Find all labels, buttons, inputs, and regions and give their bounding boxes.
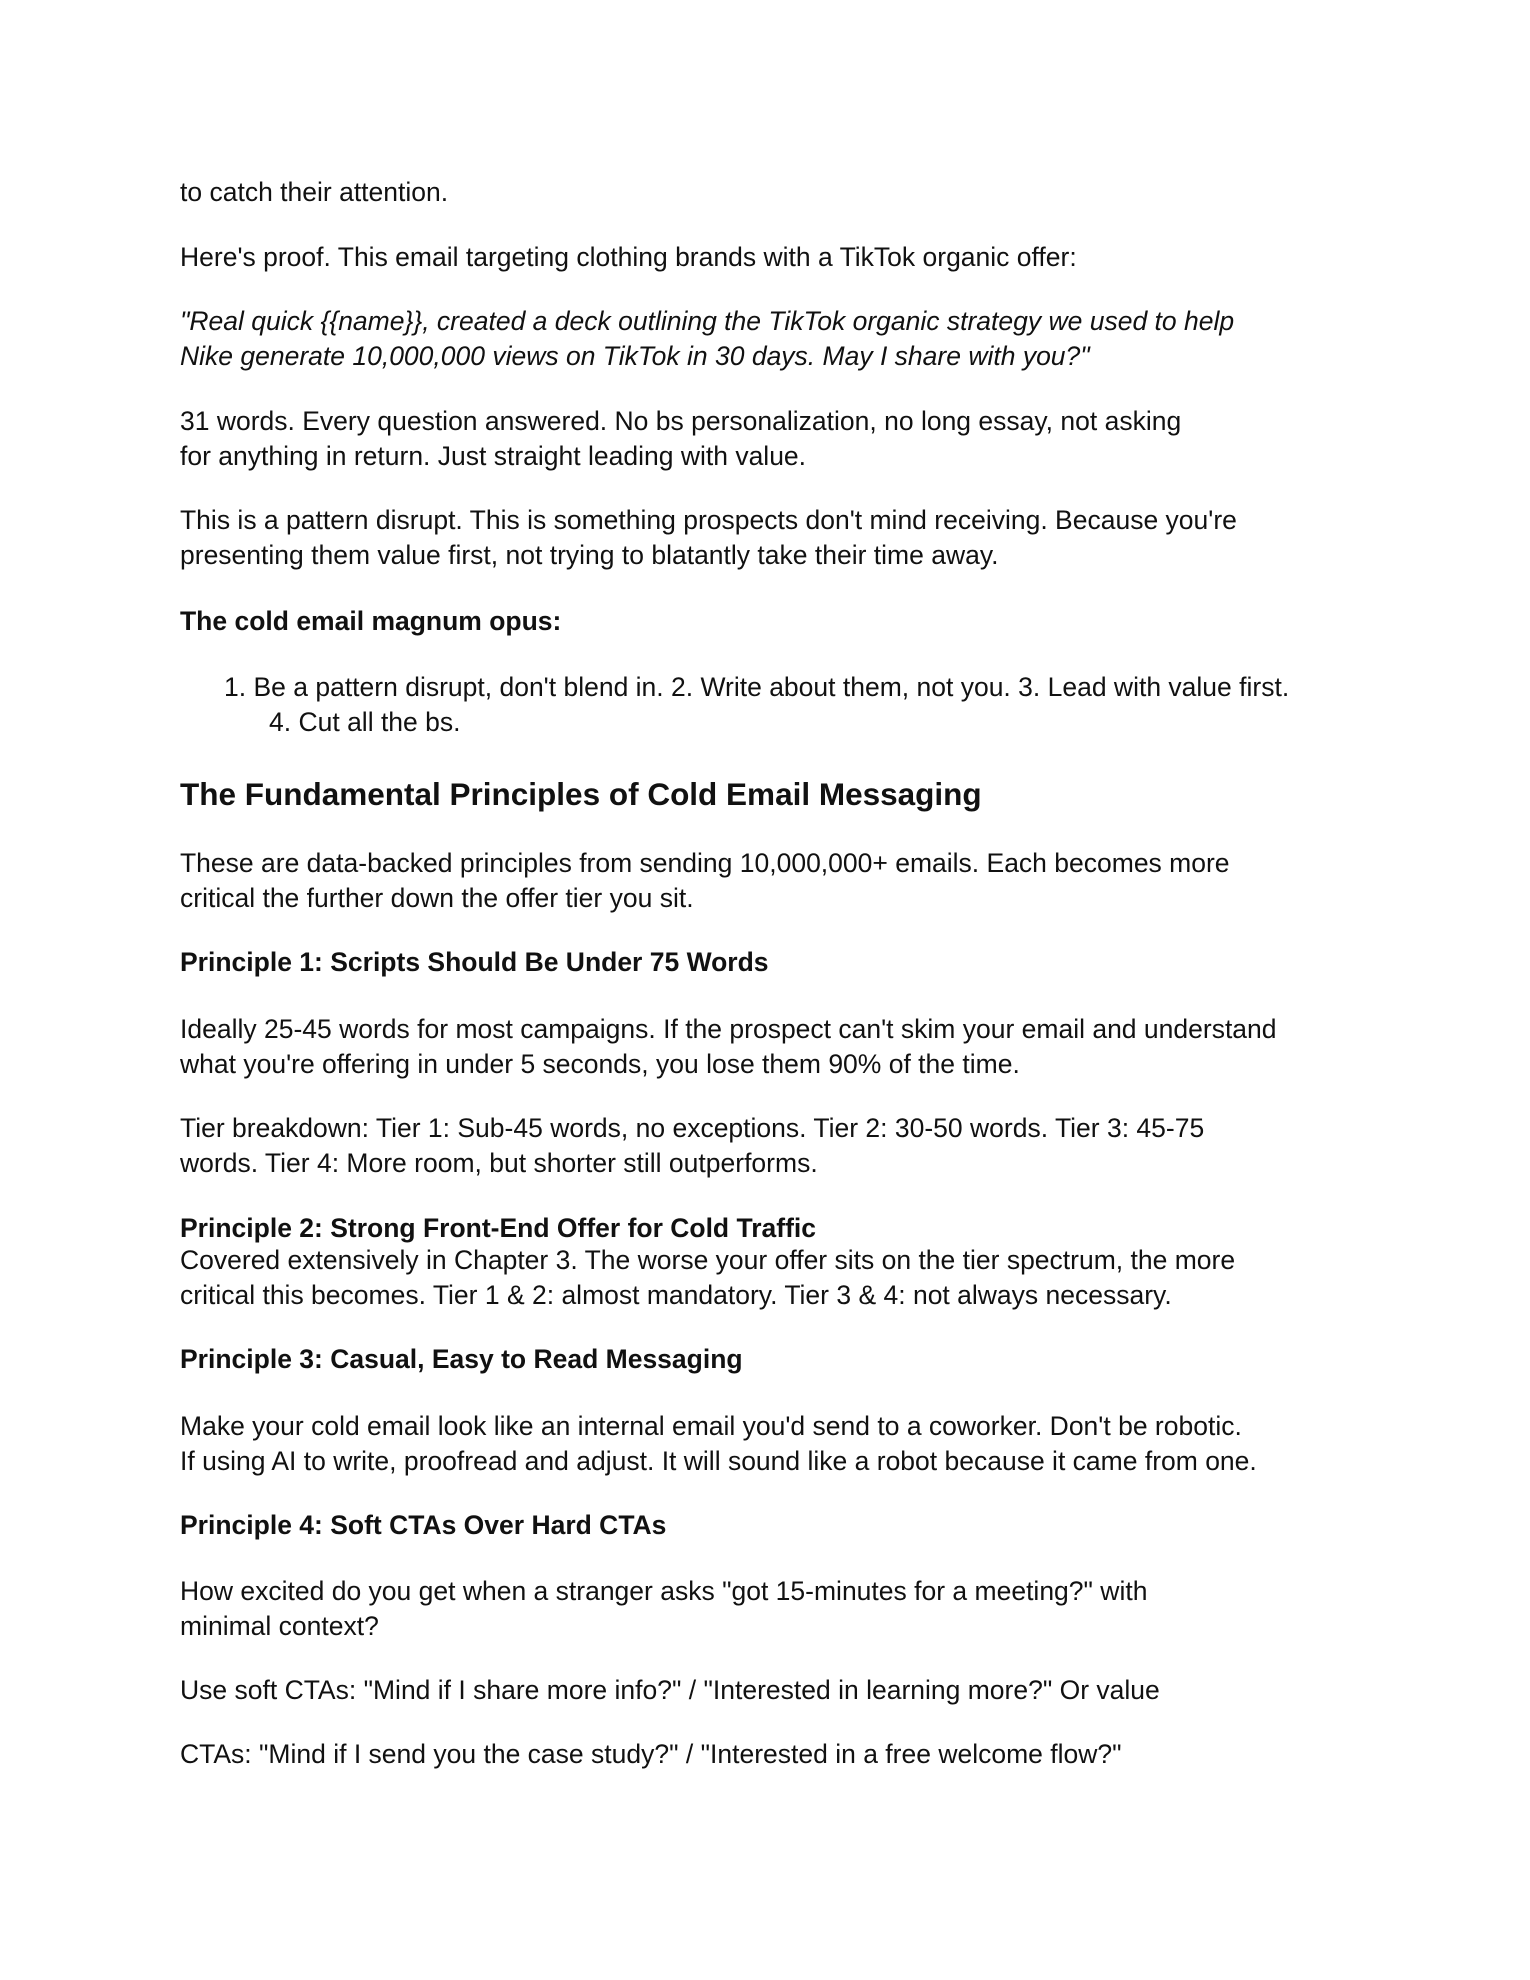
- word-count-line-1: 31 words. Every question answered. No bs personalization, no long essay, not asking: [180, 406, 1182, 436]
- principle-4-soft-ctas: Use soft CTAs: "Mind if I share more info?" / "Interested in learning more?" Or value: [180, 1675, 1160, 1705]
- principle-4-heading: Principle 4: Soft CTAs Over Hard CTAs: [180, 1510, 667, 1540]
- section-heading: The Fundamental Principles of Cold Email Messaging: [180, 776, 982, 812]
- principle-1-body-line-2: what you're offering in under 5 seconds, you lose them 90% of the time.: [180, 1049, 1020, 1079]
- magnum-opus-list: [224, 670, 1289, 740]
- paragraph-word-count: [180, 404, 1181, 474]
- principle-4-value-ctas: CTAs: "Mind if I send you the case study?" / "Interested in a free welcome flow?": [180, 1739, 1122, 1769]
- principle-1-body-line-1: Ideally 25-45 words for most campaigns. If the prospect can't skim your email and understand: [180, 1014, 1277, 1044]
- word-count-line-2: for anything in return. Just straight leading with value.: [180, 441, 807, 471]
- principle-4-body: [180, 1574, 1147, 1644]
- principle-2-body-line-2: critical this becomes. Tier 1 & 2: almost mandatory. Tier 3 & 4: not always necessary.: [180, 1280, 1172, 1310]
- principle-1-tiers: [180, 1111, 1204, 1181]
- principle-2-heading: Principle 2: Strong Front-End Offer for Cold Traffic: [180, 1213, 817, 1243]
- principle-3-heading: Principle 3: Casual, Easy to Read Messaging: [180, 1344, 743, 1374]
- list-line-1: 1. Be a pattern disrupt, don't blend in. 2. Write about them, not you. 3. Lead with value first.: [224, 672, 1290, 702]
- principle-2-body: [180, 1243, 1235, 1313]
- paragraph-principles-intro: [180, 846, 1230, 916]
- quote-line-1: "Real quick {{name}}, created a deck outlining the TikTok organic strategy we used to help: [180, 306, 1235, 336]
- principle-3-body-line-1: Make your cold email look like an internal email you'd send to a coworker. Don't be robotic.: [180, 1411, 1242, 1441]
- principle-1-tiers-line-1: Tier breakdown: Tier 1: Sub-45 words, no exceptions. Tier 2: 30-50 words. Tier 3: 45-75: [180, 1113, 1205, 1143]
- principles-intro-line-1: These are data-backed principles from sending 10,000,000+ emails. Each becomes more: [180, 848, 1230, 878]
- disrupt-line-2: presenting them value first, not trying to blatantly take their time away.: [180, 540, 999, 570]
- principle-3-body: [180, 1409, 1257, 1479]
- quote-line-2: Nike generate 10,000,000 views on TikTok in 30 days. May I share with you?": [180, 341, 1090, 371]
- paragraph-proof: Here's proof. This email targeting clothing brands with a TikTok organic offer:: [180, 242, 1077, 272]
- principle-3-body-line-2: If using AI to write, proofread and adjust. It will sound like a robot because it came from one.: [180, 1446, 1257, 1476]
- principle-4-body-line-2: minimal context?: [180, 1611, 379, 1641]
- disrupt-line-1: This is a pattern disrupt. This is something prospects don't mind receiving. Because you're: [180, 505, 1237, 535]
- magnum-opus-heading: The cold email magnum opus:: [180, 606, 562, 636]
- principle-1-tiers-line-2: words. Tier 4: More room, but shorter still outperforms.: [180, 1148, 818, 1178]
- principle-1-body: [180, 1012, 1277, 1082]
- principles-intro-line-2: critical the further down the offer tier you sit.: [180, 883, 694, 913]
- list-line-2: 4. Cut all the bs.: [269, 707, 461, 737]
- paragraph-intro: to catch their attention.: [180, 177, 449, 207]
- example-quote: [180, 304, 1234, 374]
- principle-2-body-line-1: Covered extensively in Chapter 3. The worse your offer sits on the tier spectrum, the more: [180, 1245, 1236, 1275]
- paragraph-pattern-disrupt: [180, 503, 1237, 573]
- principle-4-body-line-1: How excited do you get when a stranger asks "got 15-minutes for a meeting?" with: [180, 1576, 1148, 1606]
- principle-1-heading: Principle 1: Scripts Should Be Under 75 Words: [180, 947, 769, 977]
